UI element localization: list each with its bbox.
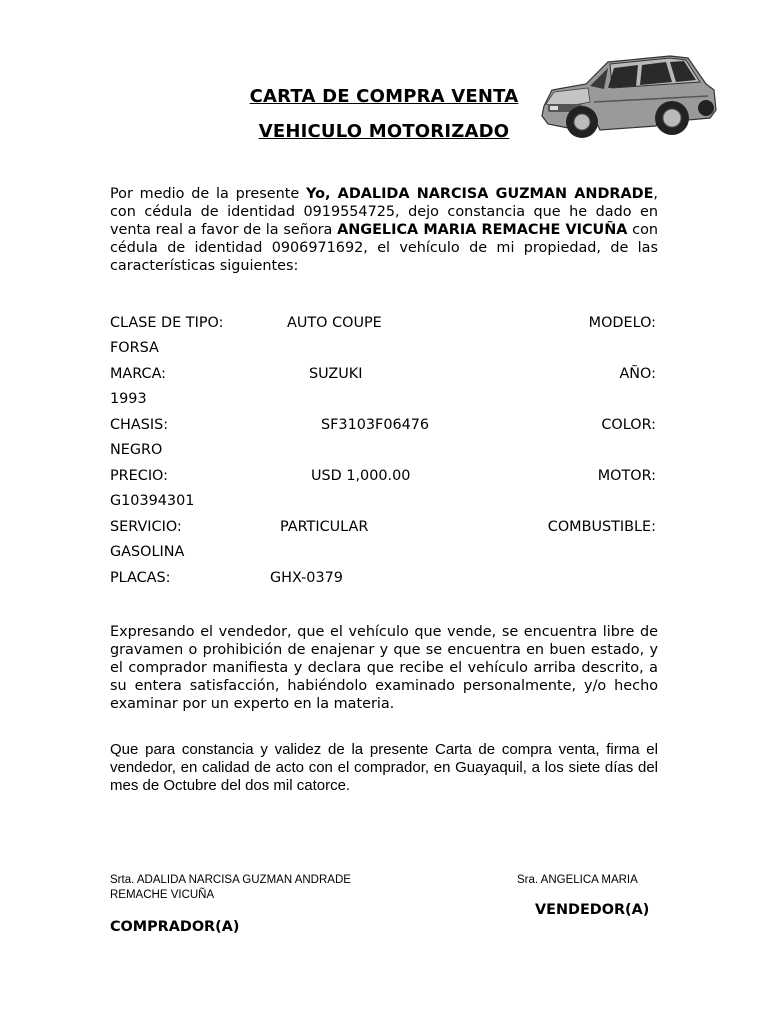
spec-label: PRECIO:: [110, 468, 168, 484]
seller-name: Yo, ADALIDA NARCISA GUZMAN ANDRADE: [306, 186, 654, 202]
spec-continuation: GASOLINA: [110, 544, 185, 560]
spec-continuation: 1993: [110, 391, 147, 407]
spec-label: CLASE DE TIPO:: [110, 315, 224, 331]
spec-value: SUZUKI: [309, 366, 363, 382]
comprador-label: COMPRADOR(A): [110, 919, 240, 935]
spec-label: MARCA:: [110, 366, 167, 382]
spec-row-servicio: [110, 519, 656, 539]
spec-value: SF3103F06476: [321, 417, 430, 433]
document-subtitle: VEHICULO MOTORIZADO: [258, 121, 510, 142]
spec-value: GHX-0379: [270, 570, 343, 586]
intro-text-3: con cédula de identidad 0906971692, el vehículo de mi propiedad, de las características siguientes:: [110, 222, 658, 274]
spec-value: USD 1,000.00: [311, 468, 411, 484]
spec-continuation: G10394301: [110, 493, 195, 509]
document-title: CARTA DE COMPRA VENTA: [249, 86, 519, 107]
signature-left-line1: Srta. ADALIDA NARCISA GUZMAN ANDRADE: [110, 874, 351, 886]
spec-row-chasis: [110, 417, 656, 437]
signature-left-line2: REMACHE VICUÑA: [110, 889, 215, 901]
intro-text-1: Por medio de la presente: [110, 186, 306, 202]
buyer-name: ANGELICA MARIA REMACHE VICUÑA: [337, 222, 628, 238]
spec-right-label: COMBUSTIBLE:: [547, 519, 656, 535]
spec-right-label: COLOR:: [601, 417, 656, 433]
spec-label: PLACAS:: [110, 570, 171, 586]
spec-right-label: MOTOR:: [597, 468, 656, 484]
declaration-paragraph: Expresando el vendedor, que el vehículo que vende, se encuentra libre de gravamen o prohibición de enajenar y que se encuentra en buen estado, y el comprador manifiesta y declara que recibe el vehículo arriba descrito, a su entera satisfacción, habiéndolo examinado personalmente, y/o hecho examinar por un experto en la materia.: [110, 624, 658, 712]
intro-text-2: , con cédula de identidad 0919554725, dejo constancia que he dado en venta real a favor de la señora: [110, 186, 658, 238]
intro-paragraph: [110, 185, 658, 275]
spec-right-label: MODELO:: [588, 315, 656, 331]
spec-continuation: NEGRO: [110, 442, 163, 458]
spec-value: AUTO COUPE: [287, 315, 382, 331]
signature-right-line1: Sra. ANGELICA MARIA: [517, 874, 638, 886]
spec-row-placas: [110, 570, 656, 590]
vendedor-label: VENDEDOR(A): [535, 902, 650, 918]
spec-row-clase: [110, 315, 656, 335]
spec-label: SERVICIO:: [110, 519, 182, 535]
validity-paragraph: Que para constancia y validez de la presente Carta de compra venta, firma el vendedor, en calidad de acto con el comprador, en Guayaquil, a los siete días del mes de Octubre del dos mil catorce.: [110, 741, 658, 794]
spec-row-marca: [110, 366, 656, 386]
spec-right-label: AÑO:: [619, 366, 656, 382]
spec-label: CHASIS:: [110, 417, 169, 433]
spec-row-precio: [110, 468, 656, 488]
spec-value: PARTICULAR: [280, 519, 369, 535]
spec-continuation: FORSA: [110, 340, 159, 356]
car-suv-icon: [538, 44, 720, 152]
